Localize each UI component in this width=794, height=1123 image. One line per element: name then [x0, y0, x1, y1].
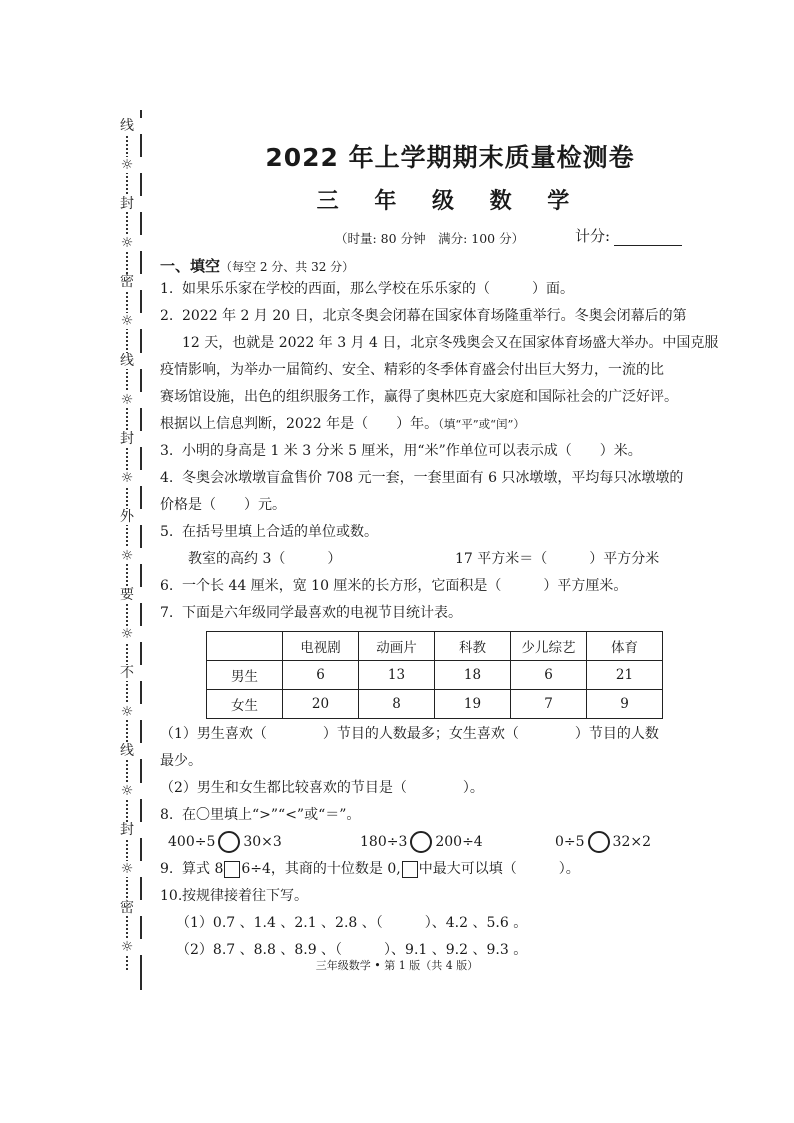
question-7-2 — [160, 775, 740, 802]
binding-mark: 线 — [112, 743, 142, 759]
table-header-cell: 动画片 — [359, 632, 435, 661]
question-text: （1）0.7 、1.4 、2.1 、2.8 、（ ）、4.2 、5.6 。 — [176, 915, 528, 931]
question-number: 1. — [160, 281, 174, 297]
score-label: 计分: — [575, 227, 611, 245]
question-text: 按规律接着往下写。 — [182, 888, 308, 904]
page-title: 2022 年上学期期末质量检测卷 — [265, 143, 635, 172]
sun-icon: ☼ — [112, 861, 142, 877]
question-number: 5. — [160, 524, 174, 540]
question-text: 在括号里填上合适的单位或数。 — [182, 524, 378, 540]
question-text: 最少。 — [160, 753, 202, 769]
question-1 — [160, 276, 740, 303]
question-text: 下面是六年级同学最喜欢的电视节目统计表。 — [182, 605, 462, 621]
binding-mark: 不 — [112, 665, 142, 681]
score-field — [575, 225, 682, 246]
sun-icon: ☼ — [112, 157, 142, 173]
question-5a: 教室的高约 3（ ） — [188, 551, 342, 567]
binding-marks — [112, 118, 142, 978]
score-blank[interactable] — [614, 231, 682, 246]
question-text: 根据以上信息判断，2022 年是（ ）年。 — [160, 416, 439, 432]
compare-circle[interactable] — [588, 831, 610, 853]
page-subtitle: 三 年 级 数 学 — [316, 188, 584, 214]
table-header-cell: 电视剧 — [283, 632, 359, 661]
compare-item — [360, 829, 483, 856]
table-row — [207, 690, 663, 719]
table-cell: 6 — [511, 661, 587, 690]
question-3 — [160, 438, 740, 465]
question-4 — [160, 465, 740, 492]
question-2-line — [160, 411, 740, 438]
question-10 — [160, 883, 740, 910]
table-header-cell: 少儿综艺 — [511, 632, 587, 661]
time-score-info: （时量: 80 分钟 满分: 100 分） — [335, 231, 525, 246]
question-10-1 — [160, 910, 740, 937]
question-text: 6÷4，其商的十位数是 0, — [241, 861, 401, 877]
question-2 — [160, 303, 740, 330]
table-header-cell — [207, 632, 283, 661]
question-5 — [160, 519, 740, 546]
table-header-cell: 科教 — [435, 632, 511, 661]
question-number: 10. — [160, 888, 183, 904]
blank-square[interactable] — [402, 861, 418, 878]
table-header-cell: 体育 — [587, 632, 663, 661]
question-text: 如果乐乐家在学校的西面，那么学校在乐乐家的（ ）面。 — [182, 281, 574, 297]
question-text: （2）8.7 、8.8 、8.9 、（ ）、9.1 、9.2 、9.3 。 — [176, 942, 528, 958]
question-number: 6. — [160, 578, 174, 594]
question-number: 2. — [160, 308, 174, 324]
question-text: 冬奥会冰墩墩盲盒售价 708 元一套，一套里面有 6 只冰墩墩，平均每只冰墩墩的 — [182, 470, 684, 486]
question-text: 价格是（ ）元。 — [160, 497, 286, 513]
table-cell: 6 — [283, 661, 359, 690]
question-number: 8. — [160, 807, 174, 823]
sun-icon: ☼ — [112, 548, 142, 564]
question-text: 2022 年 2 月 20 日，北京冬奥会闭幕在国家体育场隆重举行。冬奥会闭幕后的第 — [182, 308, 687, 324]
question-hint: （填“平”或“闰”） — [438, 417, 525, 431]
table-header-row — [207, 632, 663, 661]
meta-row — [160, 223, 740, 249]
question-text: 算式 8 — [182, 861, 224, 877]
page-footer: 三年级数学 • 第 1 版（共 4 版） — [315, 959, 479, 972]
sun-icon: ☼ — [112, 626, 142, 642]
question-text: 赛场馆设施，出色的组织服务工作，赢得了奥林匹克大家庭和国际社会的广泛好评。 — [160, 389, 678, 405]
question-9 — [160, 856, 740, 883]
table-cell: 21 — [587, 661, 663, 690]
section-title: 一、填空 — [160, 257, 221, 275]
table-row — [207, 661, 663, 690]
question-text: 小明的身高是 1 米 3 分米 5 厘米，用“米”作单位可以表示成（ ）米。 — [182, 443, 642, 459]
section-heading — [160, 255, 740, 276]
question-text: （1）男生喜欢（ ）节目的人数最多；女生喜欢（ ）节目的人数 — [160, 726, 659, 742]
question-5-items — [160, 546, 740, 573]
sun-icon: ☼ — [112, 939, 142, 955]
question-8 — [160, 802, 740, 829]
expr-left: 180÷3 — [360, 834, 408, 850]
binding-mark: 要 — [112, 587, 142, 603]
question-5b: 17 平方米＝（ ）平方分米 — [455, 551, 660, 567]
binding-mark: 线 — [112, 118, 142, 134]
table-cell: 18 — [435, 661, 511, 690]
question-7-1 — [160, 721, 740, 748]
table-cell: 19 — [435, 690, 511, 719]
question-text: 12 天，也就是 2022 年 3 月 4 日，北京冬残奥会又在国家体育场盛大举办。中国克服 — [182, 335, 719, 351]
question-7-1-line — [160, 748, 740, 775]
table-cell: 20 — [283, 690, 359, 719]
binding-mark: 封 — [112, 431, 142, 447]
binding-mark: 密 — [112, 274, 142, 290]
binding-mark: 密 — [112, 900, 142, 916]
compare-item — [555, 829, 651, 856]
expr-left: 0÷5 — [555, 834, 585, 850]
sun-icon: ☼ — [112, 470, 142, 486]
table-cell: 9 — [587, 690, 663, 719]
question-number: 3. — [160, 443, 174, 459]
question-7 — [160, 600, 740, 627]
expr-right: 200÷4 — [435, 834, 483, 850]
question-text: 中最大可以填（ ）。 — [418, 861, 580, 877]
binding-mark: 封 — [112, 822, 142, 838]
question-text: 一个长 44 厘米，宽 10 厘米的长方形，它面积是（ ）平方厘米。 — [182, 578, 628, 594]
table-cell: 8 — [359, 690, 435, 719]
question-2-line — [160, 384, 740, 411]
binding-mark: 封 — [112, 196, 142, 212]
table-cell: 7 — [511, 690, 587, 719]
question-text: 疫情影响，为举办一届简约、安全、精彩的冬季体育盛会付出巨大努力，一流的比 — [160, 362, 664, 378]
compare-circle[interactable] — [410, 831, 432, 853]
question-6 — [160, 573, 740, 600]
sun-icon: ☼ — [112, 783, 142, 799]
tv-program-table — [206, 631, 663, 719]
expr-left: 400÷5 — [168, 834, 216, 850]
question-4-line — [160, 492, 740, 519]
binding-mark: 外 — [112, 509, 142, 525]
blank-square[interactable] — [224, 861, 240, 878]
compare-item — [168, 829, 282, 856]
table-cell: 男生 — [207, 661, 283, 690]
sun-icon: ☼ — [112, 313, 142, 329]
sun-icon: ☼ — [112, 392, 142, 408]
exam-page — [160, 138, 740, 964]
question-2-line — [160, 357, 740, 384]
question-2-line — [160, 330, 740, 357]
question-text: 在〇里填上“>”“<”或“＝”。 — [182, 807, 361, 823]
question-text: （2）男生和女生都比较喜欢的节目是（ ）。 — [160, 780, 484, 796]
section-note: （每空 2 分、共 32 分） — [220, 260, 355, 274]
sun-icon: ☼ — [112, 235, 142, 251]
question-number: 4. — [160, 470, 174, 486]
question-number: 9. — [160, 861, 174, 877]
question-number: 7. — [160, 605, 174, 621]
binding-mark: 线 — [112, 353, 142, 369]
sun-icon: ☼ — [112, 704, 142, 720]
compare-circle[interactable] — [218, 831, 240, 853]
table-cell: 13 — [359, 661, 435, 690]
question-8-items — [160, 829, 740, 856]
expr-right: 30×3 — [243, 834, 282, 850]
table-cell: 女生 — [207, 690, 283, 719]
expr-right: 32×2 — [612, 834, 651, 850]
